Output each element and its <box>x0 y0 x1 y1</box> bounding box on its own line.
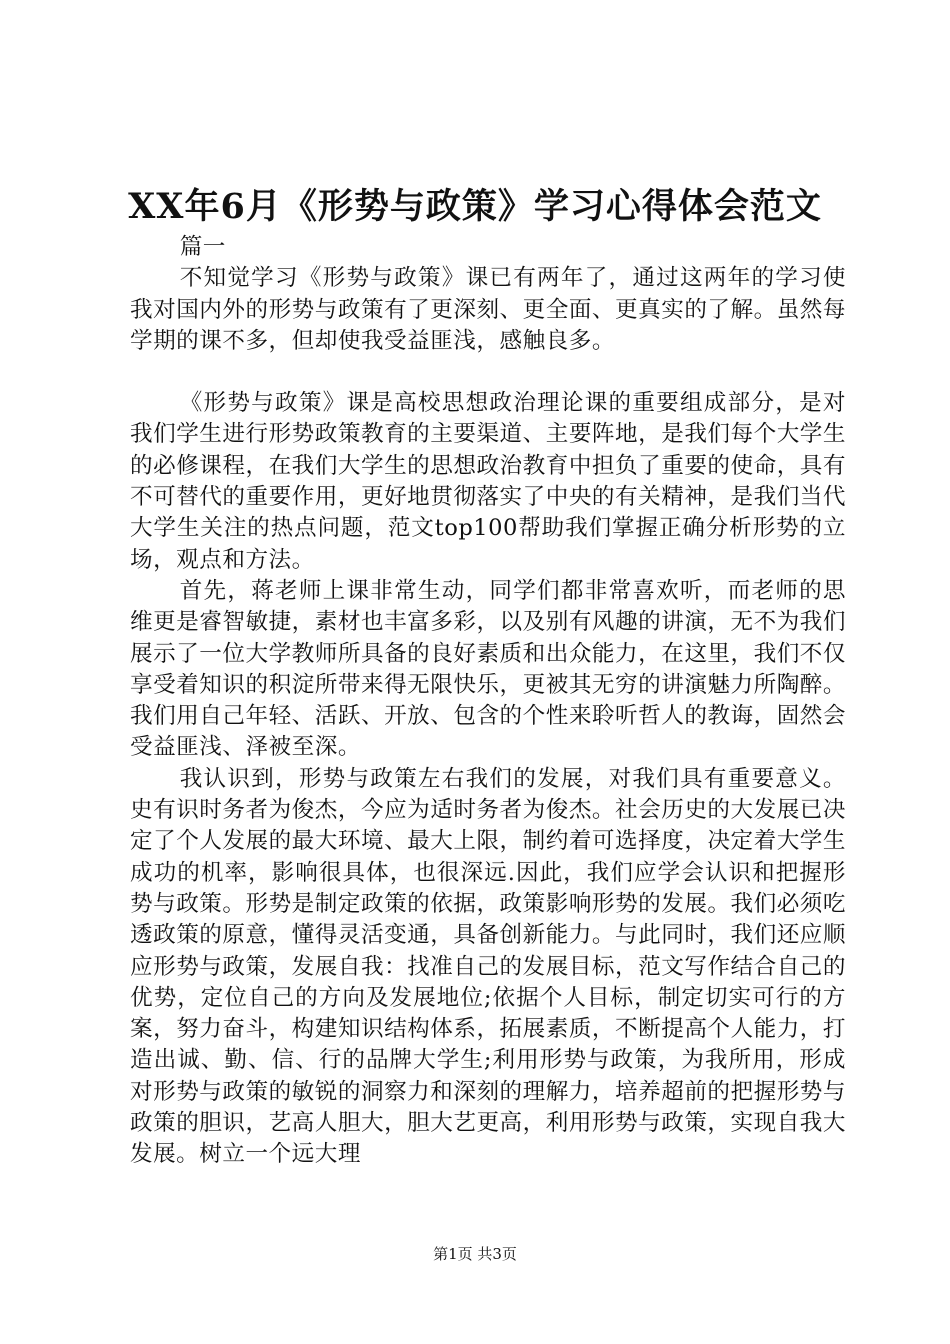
paragraph-2: 《形势与政策》课是高校思想政治理论课的重要组成部分，是对我们学生进行形势政策教育的主要渠道、主要阵地，是我们每个大学生的必修课程，在我们大学生的思想政治教育中担负了重要的使命，具有不可替代的重要作用，更好地贯彻落实了中央的有关精神，是我们当代大学生关注的热点问题，范文top100帮助我们掌握正确分析形势的立场，观点和方法。 <box>130 390 846 573</box>
paragraph-1: 不知觉学习《形势与政策》课已有两年了，通过这两年的学习使我对国内外的形势与政策有了更深刻、更全面、更真实的了解。虽然每学期的课不多，但却使我受益匪浅，感触良多。 <box>130 265 846 354</box>
paragraph-4: 我认识到，形势与政策左右我们的发展，对我们具有重要意义。史有识时务者为俊杰，今应为适时务者为俊杰。社会历史的大发展已决定了个人发展的最大环境、最大上限，制约着可选择度，决定着大学生成功的机率，影响很具体，也很深远.因此，我们应学会认识和把握形势与政策。形势是制定政策的依据，政策影响形势的发展。我们必须吃透政策的原意，懂得灵活变通，具备创新能力。与此同时，我们还应顺应形势与政策，发展自我：找准自己的发展目标，范文写作结合自己的优势，定位自己的方向及发展地位;依据个人目标，制定切实可行的方案，努力奋斗，构建知识结构体系，拓展素质，不断提高个人能力，打造出诚、勤、信、行的品牌大学生;利用形势与政策，为我所用，形成对形势与政策的敏锐的洞察力和深刻的理解力，培养超前的把握形势与政策的胆识，艺高人胆大，胆大艺更高，利用形势与政策，实现自我大发展。树立一个远大理 <box>130 765 846 1168</box>
document-body <box>130 232 846 1171</box>
section-label: 篇一 <box>179 234 226 260</box>
paragraph-3: 首先，蒋老师上课非常生动，同学们都非常喜欢听，而老师的思维更是睿智敏捷，素材也丰富多彩，以及别有风趣的讲演，无不为我们展示了一位大学教师所具备的良好素质和出众能力，在这里，我们不仅享受着知识的积淀所带来得无限快乐，更被其无穷的讲演魅力所陶醉。我们用自己年轻、活跃、开放、包含的个性来聆听哲人的教诲，固然会受益匪浅、泽被至深。 <box>130 577 846 761</box>
document-title: XX年6月《形势与政策》学习心得体会范文 <box>128 186 822 227</box>
page-footer: 第1页 共3页 <box>433 1245 517 1263</box>
